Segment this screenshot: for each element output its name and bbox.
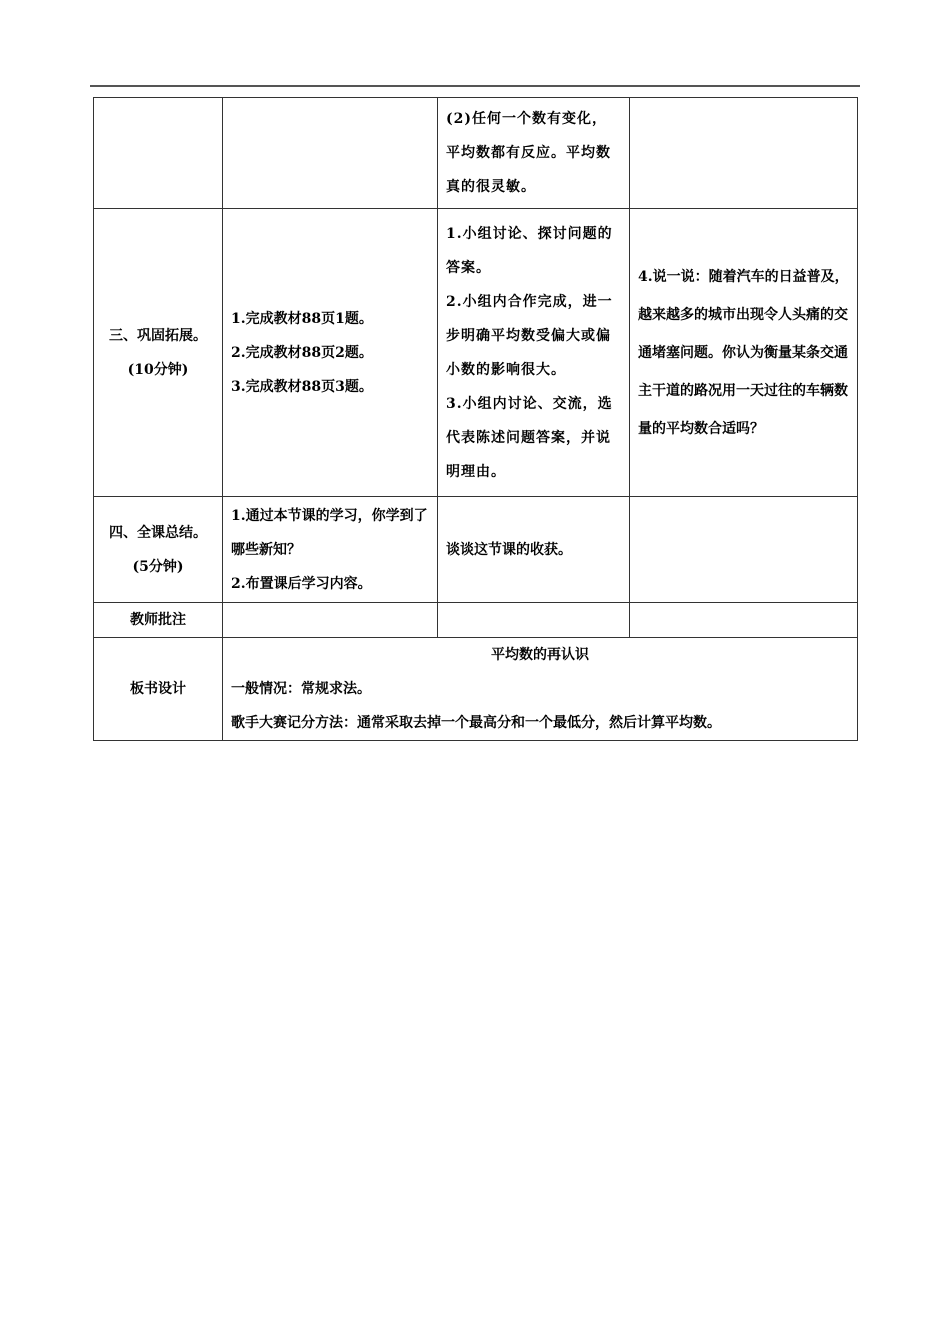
teacher-activity-cell <box>223 209 438 497</box>
table-row <box>94 603 858 638</box>
board-line: 一般情况：常规求法。 <box>231 681 371 697</box>
student-activity-cell <box>438 98 630 209</box>
stage-time: (5分钟) <box>132 558 184 575</box>
lesson-plan-table <box>93 97 858 741</box>
stage-time: (10分钟) <box>127 361 189 378</box>
student-activity-cell <box>438 209 630 497</box>
student-activity-text: (2)任何一个数有变化，平均数都有反应。平均数真的很灵敏。 <box>446 111 611 195</box>
table-row <box>94 98 858 209</box>
teacher-activity-item: 3.完成教材88页3题。 <box>231 378 373 395</box>
teacher-activity-item: 1.完成教材88页1题。 <box>231 310 373 327</box>
review-cell <box>223 603 438 638</box>
teacher-activity-item: 2.完成教材88页2题。 <box>231 344 373 361</box>
board-line: 歌手大赛记分方法：通常采取去掉一个最高分和一个最低分，然后计算平均数。 <box>231 715 721 731</box>
teacher-activity-item: 2.布置课后学习内容。 <box>231 575 372 592</box>
table-row <box>94 209 858 497</box>
teacher-activity-item: 1.通过本节课的学习，你学到了哪些新知？ <box>231 507 428 558</box>
student-activity-item: 1.小组讨论、探讨问题的答案。 <box>446 225 613 276</box>
design-intent-text: 4.说一说：随着汽车的日益普及，越来越多的城市出现令人头痛的交通堵塞问题。你认为衡量某条交通主干道的路况用一天过往的车辆数量的平均数合适吗？ <box>638 268 849 437</box>
design-intent-cell <box>630 209 858 497</box>
board-label: 板书设计 <box>130 681 186 697</box>
header-rule <box>90 85 860 87</box>
stage-cell <box>94 98 223 209</box>
student-activity-item: 3.小组内讨论、交流，选代表陈述问题答案，并说明理由。 <box>446 395 613 480</box>
board-label-cell <box>94 638 223 741</box>
board-content-cell <box>223 638 858 741</box>
stage-label: 四、全课总结。 <box>109 524 207 541</box>
table-row <box>94 497 858 603</box>
teacher-activity-cell <box>223 497 438 603</box>
student-activity-item: 谈谈这节课的收获。 <box>446 541 572 558</box>
stage-cell <box>94 209 223 497</box>
stage-label: 三、巩固拓展。 <box>109 327 207 344</box>
board-title: 平均数的再认识 <box>491 647 589 663</box>
review-cell <box>630 603 858 638</box>
review-label-cell <box>94 603 223 638</box>
teacher-activity-cell <box>223 98 438 209</box>
design-intent-cell <box>630 98 858 209</box>
stage-cell <box>94 497 223 603</box>
review-label: 教师批注 <box>130 612 186 628</box>
review-cell <box>438 603 630 638</box>
table-row <box>94 638 858 741</box>
student-activity-cell <box>438 497 630 603</box>
student-activity-item: 2.小组内合作完成，进一步明确平均数受偏大或偏小数的影响很大。 <box>446 293 613 378</box>
design-intent-cell <box>630 497 858 603</box>
